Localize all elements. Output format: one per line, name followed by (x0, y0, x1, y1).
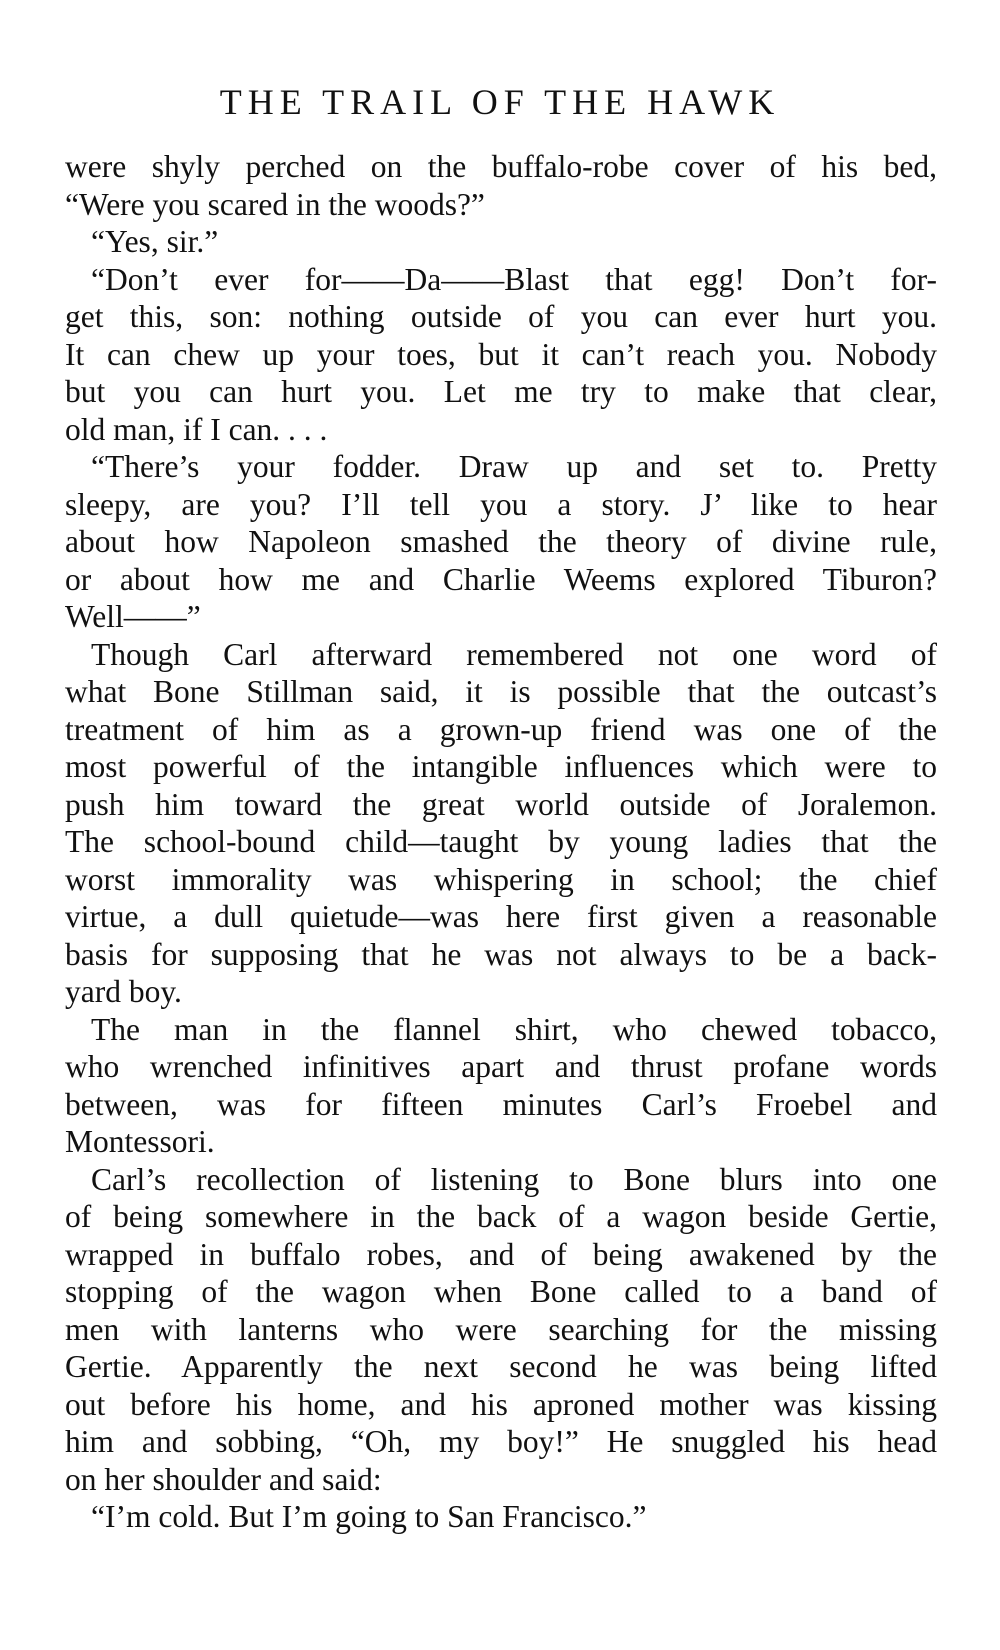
text-line: but you can hurt you. Let me try to make that clear, (65, 374, 937, 409)
text-line: about how Napoleon smashed the theory of divine rule, (65, 524, 937, 559)
text-line: virtue, a dull quietude—was here first given a reasonable (65, 899, 937, 934)
text-line: between, was for fifteen minutes Carl’s Froebel and (65, 1086, 937, 1122)
text-line: stopping of the wagon when Bone called to a band of (65, 1274, 937, 1309)
text-line: Carl’s recollection of listening to Bone blurs into one (91, 1161, 937, 1197)
text-line: were shyly perched on the buffalo-robe cover of his bed, (65, 149, 937, 184)
text-line: It can chew up your toes, but it can’t reach you. Nobody (65, 336, 937, 372)
text-line: on her shoulder and said: (65, 1461, 382, 1497)
text-line: get this, son: nothing outside of you can ever hurt you. (65, 299, 937, 334)
text-line: who wrenched infinitives apart and thrust profane words (65, 1049, 937, 1084)
text-line: “Yes, sir.” (91, 224, 219, 259)
text-line: wrapped in buffalo robes, and of being awakened by the (65, 1236, 937, 1272)
text-line: most powerful of the intangible influences which were to (65, 749, 937, 784)
text-line: yard boy. (65, 974, 182, 1009)
text-line: worst immorality was whispering in school; the chief (65, 861, 937, 897)
text-line: “There’s your fodder. Draw up and set to. Pretty (91, 449, 937, 484)
text-line: Montessori. (65, 1124, 215, 1159)
text-line: basis for supposing that he was not always to be a back- (65, 936, 937, 972)
text-line: Well——” (65, 599, 201, 634)
text-line: push him toward the great world outside of Joralemon. (65, 786, 937, 822)
text-line: out before his home, and his aproned mother was kissing (65, 1386, 937, 1422)
text-line: sleepy, are you? I’ll tell you a story. J’ like to hear (65, 486, 937, 522)
text-line: old man, if I can. . . . (65, 411, 328, 447)
text-line: what Bone Stillman said, it is possible that the outcast’s (65, 674, 937, 709)
text-line: “I’m cold. But I’m going to San Francisco.” (91, 1499, 647, 1534)
text-line: treatment of him as a grown-up friend was one of the (65, 711, 937, 747)
text-line: him and sobbing, “Oh, my boy!” He snuggled his head (65, 1424, 937, 1459)
text-line: The man in the flannel shirt, who chewed tobacco, (91, 1011, 937, 1047)
text-line: The school-bound child—taught by young ladies that the (65, 824, 937, 859)
text-line: Though Carl afterward remembered not one word of (91, 636, 937, 672)
text-line: of being somewhere in the back of a wagon beside Gertie, (65, 1199, 937, 1234)
text-line: “Were you scared in the woods?” (65, 186, 485, 222)
body-text (65, 148, 937, 1536)
text-line: “Don’t ever for——Da——Blast that egg! Don’t for- (91, 261, 937, 297)
running-head: THE TRAIL OF THE HAWK (219, 82, 781, 122)
text-line: or about how me and Charlie Weems explored Tiburon? (65, 561, 937, 597)
text-line: men with lanterns who were searching for the missing (65, 1311, 937, 1347)
text-line: Gertie. Apparently the next second he was being lifted (65, 1349, 937, 1384)
